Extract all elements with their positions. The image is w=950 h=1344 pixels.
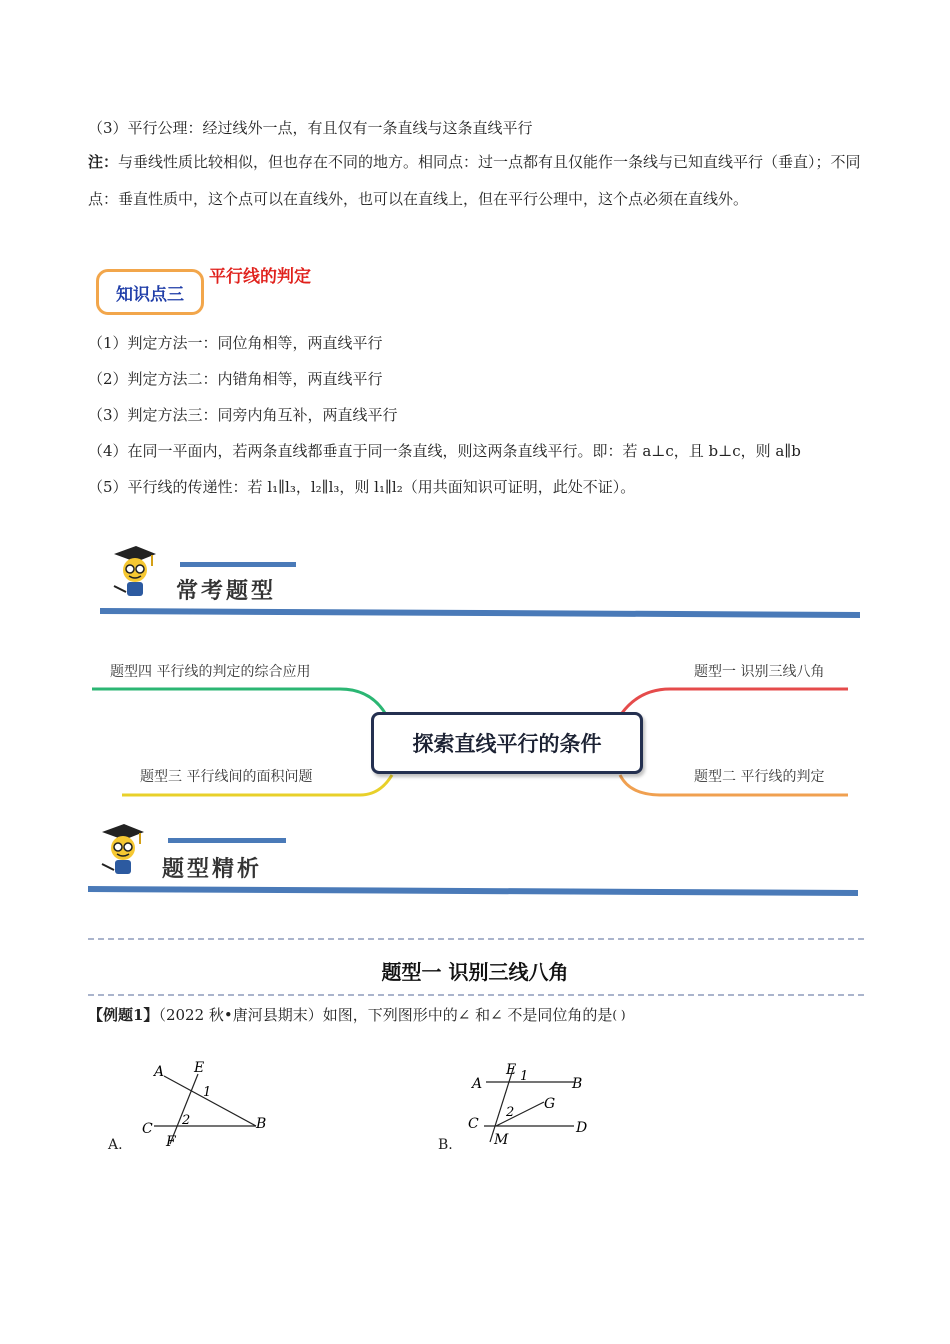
fig-b-label-2: 2	[506, 1105, 515, 1120]
option-b-label: B.	[438, 1137, 453, 1153]
example-label: 【例题1】	[88, 1006, 159, 1024]
example-text: （2022 秋•唐河县期末）如图，下列图形中的∠ 和∠ 不是同位角的是	[158, 1006, 613, 1024]
criterion-5: （5）平行线的传递性：若 l₁∥l₃，l₂∥l₃，则 l₁∥l₂（用共面知识可证明，此处不证）。	[88, 478, 636, 496]
section-title-analysis: 题型精析	[162, 856, 263, 882]
section-title-common-types: 常考题型	[176, 578, 277, 604]
figure-a	[136, 1058, 276, 1152]
professor-mascot-icon	[108, 542, 160, 600]
axiom-line: （3）平行公理：经过线外一点，有且仅有一条直线与这条直线平行	[88, 119, 533, 137]
fig-a-label-1: 1	[203, 1085, 212, 1100]
fig-a-label-2: 2	[182, 1113, 191, 1128]
criterion-4: （4）在同一平面内，若两条直线都垂直于同一条直线，则这两条直线平行。即：若 a⊥c，且 b⊥c，则 a∥b	[88, 442, 801, 460]
fig-b-label-D: D	[576, 1120, 588, 1136]
fig-a-label-F: F	[166, 1134, 176, 1150]
answer-paren: ( )	[612, 1008, 626, 1022]
section-underline-main	[100, 608, 860, 618]
fig-a-label-A: A	[154, 1064, 165, 1080]
example-line	[88, 1004, 626, 1026]
fig-b-label-1: 1	[520, 1069, 529, 1084]
fig-b-label-C: C	[468, 1116, 479, 1132]
figure-b	[466, 1058, 602, 1152]
knowledge-point-title: 平行线的判定	[209, 267, 311, 287]
criterion-1: （1）判定方法一：同位角相等，两直线平行	[88, 334, 383, 352]
note-label: 注：	[88, 153, 119, 171]
fig-b-label-M: M	[494, 1132, 509, 1148]
type-heading: 题型一 识别三线八角	[381, 960, 569, 984]
dashed-divider-top	[88, 938, 864, 940]
section-underline-top	[180, 562, 296, 567]
criterion-2: （2）判定方法二：内错角相等，两直线平行	[88, 370, 383, 388]
criterion-3: （3）判定方法三：同旁内角互补，两直线平行	[88, 406, 398, 424]
professor-mascot-icon	[96, 820, 148, 878]
mindmap-branch-type3: 题型三 平行线间的面积问题	[140, 769, 313, 785]
mindmap-branch-type4: 题型四 平行线的判定的综合应用	[110, 664, 311, 680]
option-a-label: A.	[108, 1137, 123, 1153]
fig-b-label-B: B	[572, 1076, 583, 1092]
fig-a-label-C: C	[142, 1121, 153, 1137]
fig-a-label-B: B	[256, 1116, 267, 1132]
note-text: 与垂线性质比较相似，但也存在不同的地方。相同点：过一点都有且仅能作一条线与已知直线平行（垂直）；不同点：垂直性质中，这个点可以在直线外，也可以在直线上，但在平行公理中，这个点必须在直线外。	[88, 153, 861, 208]
dashed-divider-bottom	[88, 994, 864, 996]
fig-b-label-G: G	[544, 1096, 556, 1112]
fig-b-label-E: E	[506, 1062, 517, 1078]
mindmap-branch-type1: 题型一 识别三线八角	[694, 664, 825, 680]
mindmap-branch-type2: 题型二 平行线的判定	[694, 769, 825, 785]
mindmap-center: 探索直线平行的条件	[371, 712, 643, 774]
section-underline-top	[168, 838, 286, 843]
note-paragraph	[88, 144, 864, 218]
knowledge-point-badge: 知识点三	[96, 269, 204, 315]
section-underline-main	[88, 886, 858, 896]
fig-a-label-E: E	[194, 1060, 205, 1076]
fig-b-label-A: A	[472, 1076, 483, 1092]
